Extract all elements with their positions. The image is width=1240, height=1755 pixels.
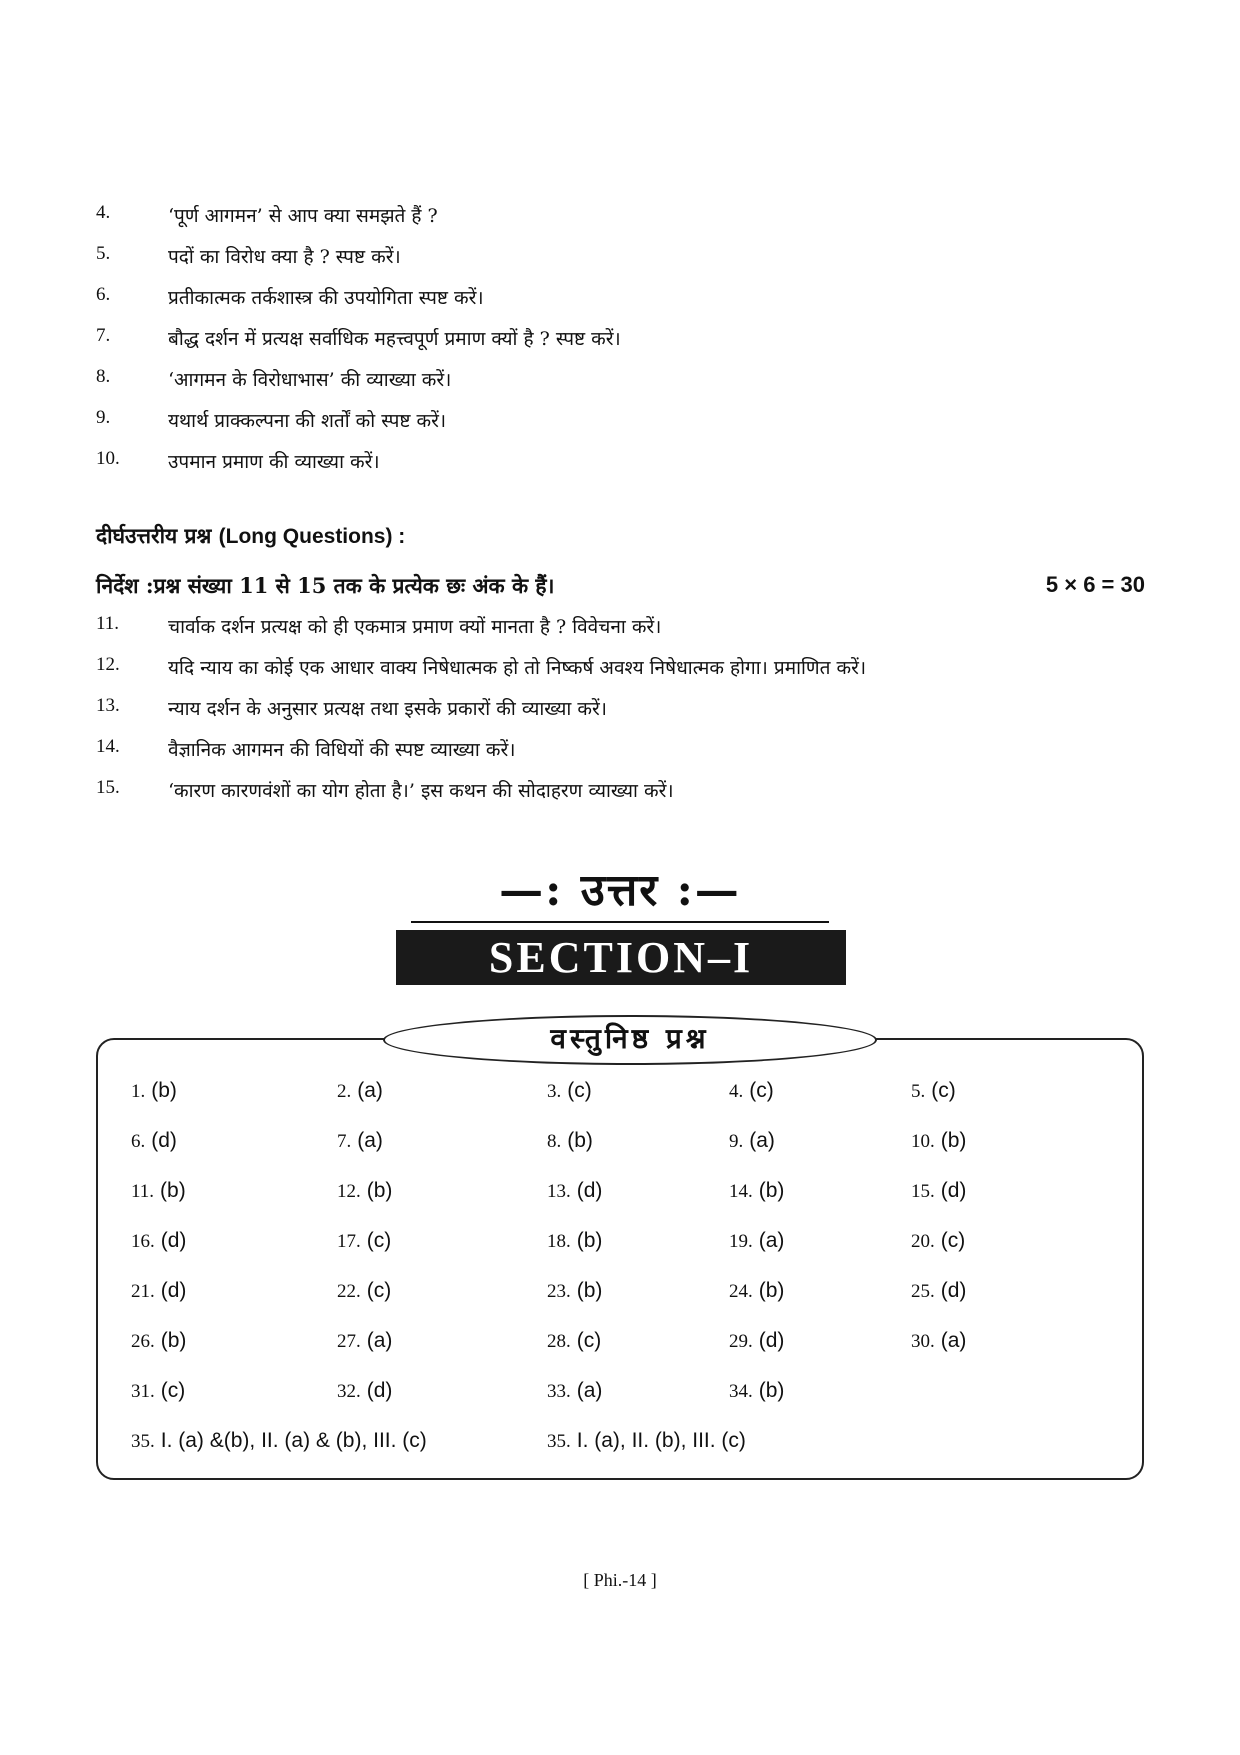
answer-number: 23. [547,1281,571,1302]
answer-item [729,1178,784,1203]
answer-item [337,1228,391,1253]
answer-number: 7. [337,1131,352,1152]
answer-heading: —: उत्तर :— [499,865,741,916]
answer-item [911,1228,965,1253]
answer-number: 21. [131,1281,155,1302]
answer-number: 17. [337,1231,361,1252]
answer-number: 1. [131,1081,146,1102]
question-number: 14. [96,736,120,757]
answer-item [547,1178,602,1203]
answer-item [131,1428,427,1453]
answer-item [911,1328,966,1353]
answer-value: I. (a), II. (b), III. (c) [576,1429,746,1452]
question-text: ‘आगमन के विरोधाभास’ की व्याख्या करें। [168,369,452,391]
answer-box [96,1038,1144,1480]
answer-item [729,1128,775,1153]
answer-number: 11. [131,1181,155,1202]
answer-number: 33. [547,1381,571,1402]
objective-title: वस्तुनिष्ठ प्रश्न [383,1015,877,1065]
answer-value: (b) [758,1179,785,1202]
question-text: पदों का विरोध क्या है ? स्पष्ट करें। [168,246,401,268]
question-number: 9. [96,407,111,428]
answer-value: (b) [758,1379,785,1402]
answer-item [911,1178,966,1203]
answer-item [547,1278,602,1303]
answer-item [729,1078,774,1103]
answer-value: (b) [160,1179,186,1202]
answer-item [547,1228,602,1253]
answer-value: (c) [931,1079,956,1102]
answer-item [131,1128,177,1153]
answer-item [547,1378,602,1403]
answer-value: (b) [366,1179,393,1202]
answer-item [911,1278,966,1303]
answer-number: 12. [337,1181,361,1202]
question-text: यथार्थ प्राक्कल्पना की शर्तों को स्पष्ट करें। [168,410,447,432]
answer-heading-rule [411,921,829,923]
answer-item [131,1078,177,1103]
answer-item [729,1328,784,1353]
answer-value: (a) [749,1129,775,1152]
marks-formula: 5 × 6 = 30 [1045,572,1145,597]
answer-number: 9. [729,1131,744,1152]
answer-item [337,1278,391,1303]
answer-value: (b) [160,1329,187,1352]
answer-value: (c) [576,1329,602,1352]
answer-value: (b) [576,1279,603,1302]
answer-value: (c) [366,1279,392,1302]
question-number: 7. [96,325,111,346]
answer-value: (a) [576,1379,603,1402]
question-number: 15. [96,777,120,798]
question-number: 11. [96,613,120,634]
answer-item [911,1078,956,1103]
answer-item [729,1378,784,1403]
question-text: यदि न्याय का कोई एक आधार वाक्य निषेधात्मक हो तो निष्कर्ष अवश्य निषेधात्मक होगा। प्रमाणित करें। [168,657,867,679]
answer-value: (c) [567,1079,592,1102]
answer-item [131,1328,186,1353]
answer-number: 19. [729,1231,753,1252]
question-text: न्याय दर्शन के अनुसार प्रत्यक्ष तथा इसके प्रकारों की व्याख्या करें। [168,698,607,720]
answer-item [131,1378,185,1403]
answer-item [131,1278,186,1303]
answer-number: 31. [131,1381,155,1402]
answer-value: (d) [151,1129,177,1152]
answer-number: 27. [337,1331,361,1352]
answer-value: (d) [758,1329,785,1352]
answer-number: 4. [729,1081,744,1102]
question-text: उपमान प्रमाण की व्याख्या करें। [168,451,380,473]
answer-number: 28. [547,1331,571,1352]
answer-item [547,1428,746,1453]
answer-item [337,1128,383,1153]
answer-item [547,1328,601,1353]
long-questions-heading-hi: दीर्घउत्तरीय प्रश्न [96,523,212,548]
answer-number: 6. [131,1131,146,1152]
answer-number: 35. [131,1431,155,1452]
answer-number: 29. [729,1331,753,1352]
question-text: ‘कारण कारणवंशों का योग होता है।’ इस कथन की सोदाहरण व्याख्या करें। [168,780,674,802]
question-text: ‘पूर्ण आगमन’ से आप क्या समझते हैं ? [168,205,438,227]
answer-number: 18. [547,1231,571,1252]
answer-item [729,1278,784,1303]
answer-item [547,1078,592,1103]
question-number: 12. [96,654,120,675]
question-text: बौद्ध दर्शन में प्रत्यक्ष सर्वाधिक महत्त्वपूर्ण प्रमाण क्यों है ? स्पष्ट करें। [168,328,621,350]
answer-value: (b) [940,1129,967,1152]
answer-number: 2. [337,1081,352,1102]
answer-item [337,1078,383,1103]
question-number: 8. [96,366,111,387]
answer-value: (b) [576,1229,603,1252]
question-number: 5. [96,243,111,264]
answer-number: 8. [547,1131,562,1152]
answer-number: 10. [911,1131,935,1152]
answer-value: (b) [567,1129,593,1152]
section-title: SECTION–I [396,930,846,985]
answer-number: 14. [729,1181,753,1202]
question-number: 4. [96,202,111,223]
answer-value: (d) [366,1379,393,1402]
answer-value: (d) [160,1229,187,1252]
question-text: प्रतीकात्मक तर्कशास्त्र की उपयोगिता स्पष्ट करें। [168,287,484,309]
answer-value: (a) [357,1129,383,1152]
answer-value: (a) [366,1329,393,1352]
long-questions-heading-en: (Long Questions) : [218,525,406,548]
answer-number: 34. [729,1381,753,1402]
question-number: 13. [96,695,120,716]
answer-number: 5. [911,1081,926,1102]
answer-number: 22. [337,1281,361,1302]
answer-number: 16. [131,1231,155,1252]
answer-value: (d) [576,1179,603,1202]
answer-number: 35. [547,1431,571,1452]
answer-number: 30. [911,1331,935,1352]
answer-value: (c) [940,1229,966,1252]
answer-value: I. (a) &(b), II. (a) & (b), III. (c) [160,1429,427,1452]
answer-number: 13. [547,1181,571,1202]
answer-number: 26. [131,1331,155,1352]
answer-value: (c) [160,1379,186,1402]
answer-number: 24. [729,1281,753,1302]
question-number: 10. [96,448,120,469]
answer-number: 20. [911,1231,935,1252]
long-questions-heading [96,522,405,550]
answer-value: (b) [151,1079,177,1102]
answer-number: 15. [911,1181,935,1202]
answer-value: (c) [749,1079,774,1102]
question-text: वैज्ञानिक आगमन की विधियों की स्पष्ट व्याख्या करें। [168,739,516,761]
answer-item [337,1178,392,1203]
answer-value: (c) [366,1229,392,1252]
answer-value: (a) [357,1079,383,1102]
answer-item [131,1178,186,1203]
answer-item [337,1328,392,1353]
answer-value: (d) [940,1279,967,1302]
answer-number: 25. [911,1281,935,1302]
answer-value: (d) [160,1279,187,1302]
answer-item [131,1228,186,1253]
answer-item [911,1128,966,1153]
page-footer: [ Phi.-14 ] [583,1570,657,1590]
question-text: चार्वाक दर्शन प्रत्यक्ष को ही एकमात्र प्रमाण क्यों मानता है ? विवेचना करें। [168,616,662,638]
answer-value: (b) [758,1279,785,1302]
instruction-text: निर्देश :प्रश्न संख्या 11 से 15 तक के प्रत्येक छः अंक के हैं। [96,573,555,598]
answer-item [337,1378,392,1403]
answer-value: (d) [940,1179,967,1202]
answer-number: 3. [547,1081,562,1102]
answer-item [547,1128,593,1153]
question-number: 6. [96,284,111,305]
answer-number: 32. [337,1381,361,1402]
answer-item [729,1228,784,1253]
answer-value: (a) [940,1329,967,1352]
answer-value: (a) [758,1229,785,1252]
